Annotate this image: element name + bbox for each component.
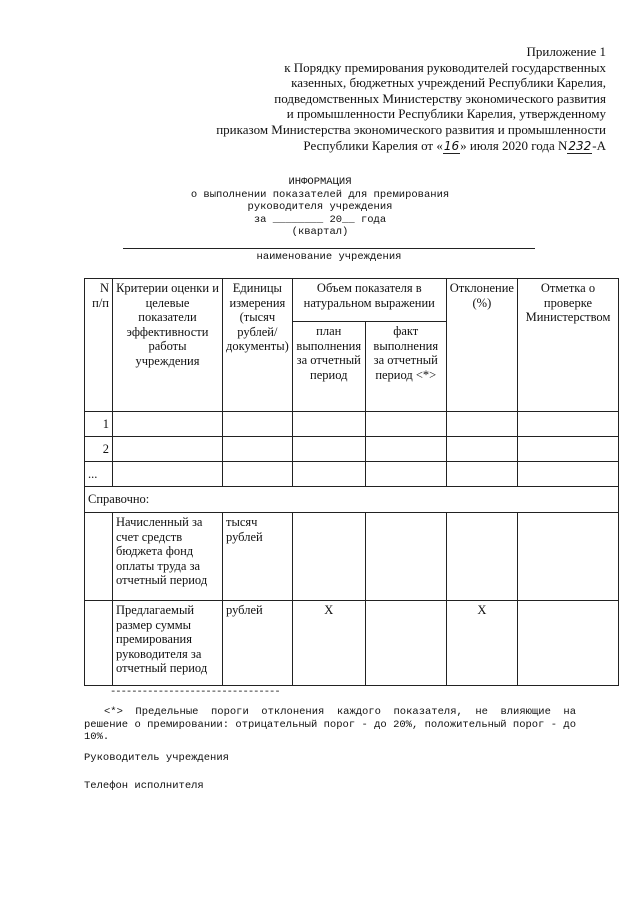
table-row: [85, 412, 619, 437]
cell: [517, 412, 618, 437]
cell: [517, 601, 618, 686]
bonus-deviation: Х: [446, 601, 517, 686]
cell: [446, 462, 517, 487]
header-deviation: Отклонение (%): [446, 279, 517, 412]
handwritten-order-number: 232: [568, 138, 592, 153]
cell: [517, 513, 618, 601]
header-line: и промышленности Республики Карелия, утвержденному: [286, 106, 606, 122]
cell: [223, 412, 293, 437]
institution-name-line: [123, 248, 535, 249]
cell: [365, 513, 446, 601]
footnote: [84, 706, 576, 744]
indicators-table: [84, 278, 619, 686]
bonus-plan: Х: [292, 601, 365, 686]
footnote-text: <*> Предельные пороги отклонения каждого показателя, не влияющие на решение о премировании: отрицательный порог - до 20%, положительный порог - до 10%.: [84, 706, 576, 743]
cell: [113, 462, 223, 487]
date-middle: » июля 2020 года N: [460, 137, 568, 153]
reference-row: Справочно:: [85, 487, 619, 513]
cell: [517, 462, 618, 487]
cell: [517, 437, 618, 462]
table-row: [85, 513, 619, 601]
title-line-2: руководителя учреждения: [247, 201, 393, 213]
cell: [223, 462, 293, 487]
footnote-rule: --------------------------------: [110, 686, 280, 698]
cell: [292, 412, 365, 437]
header-line: подведомственных Министерству экономического развития: [274, 90, 606, 106]
cell: [113, 412, 223, 437]
cell: [365, 601, 446, 686]
header-num: N п/п: [85, 279, 113, 412]
title-line-1: о выполнении показателей для премирования: [190, 188, 450, 201]
row-number: 1: [85, 412, 113, 437]
phone-label: Телефон исполнителя: [84, 780, 204, 792]
header-line: приказом Министерства экономического развития и промышленности: [216, 121, 606, 137]
fund-criteria: Начисленный за счет средств бюджета фонд оплаты труда за отчетный период: [113, 513, 223, 601]
row-number: ...: [85, 462, 113, 487]
header-fact: факт выполнения за отчетный период <*>: [365, 322, 446, 412]
header-volume: Объем показателя в натуральном выражении: [292, 279, 446, 322]
header-date-line: [146, 138, 606, 155]
cell: [223, 437, 293, 462]
bonus-unit: рублей: [223, 601, 293, 686]
cell: [446, 437, 517, 462]
cell: [365, 462, 446, 487]
header-line: казенных, бюджетных учреждений Республики Карелия,: [291, 75, 606, 91]
cell: [85, 513, 113, 601]
signer-label: Руководитель учреждения: [84, 752, 229, 764]
header-mark: Отметка о проверке Министерством: [517, 279, 618, 412]
handwritten-day: 16: [443, 138, 460, 153]
cell: [292, 437, 365, 462]
title-period-hint: (квартал): [291, 226, 349, 238]
institution-name-label: наименование учреждения: [256, 251, 402, 263]
cell: [85, 601, 113, 686]
header-plan: план выполнения за отчетный период: [292, 322, 365, 412]
cell: [446, 513, 517, 601]
bonus-criteria: Предлагаемый размер суммы премирования руководителя за отчетный период: [113, 601, 223, 686]
table-row: [85, 462, 619, 487]
table-row: [85, 437, 619, 462]
title-heading: ИНФОРМАЦИЯ: [288, 176, 352, 188]
order-suffix: -А: [592, 137, 606, 153]
row-number: 2: [85, 437, 113, 462]
date-prefix: Республики Карелия от «: [303, 137, 443, 153]
cell: [292, 513, 365, 601]
cell: [292, 462, 365, 487]
fund-unit: тысяч рублей: [223, 513, 293, 601]
document-title: [0, 176, 640, 239]
table-row: [85, 601, 619, 686]
title-period: за ________ 20__ года: [253, 213, 387, 226]
header-line: к Порядку премирования руководителей государственных: [284, 59, 606, 75]
header-unit: Единицы измерения (тысяч рублей/ документы): [223, 279, 293, 412]
header-criteria: Критерии оценки и целевые показатели эффективности работы учреждения: [113, 279, 223, 412]
cell: [365, 437, 446, 462]
cell: [446, 412, 517, 437]
cell: [113, 437, 223, 462]
approval-header: [146, 44, 606, 154]
header-line: Приложение 1: [526, 44, 606, 59]
cell: [365, 412, 446, 437]
